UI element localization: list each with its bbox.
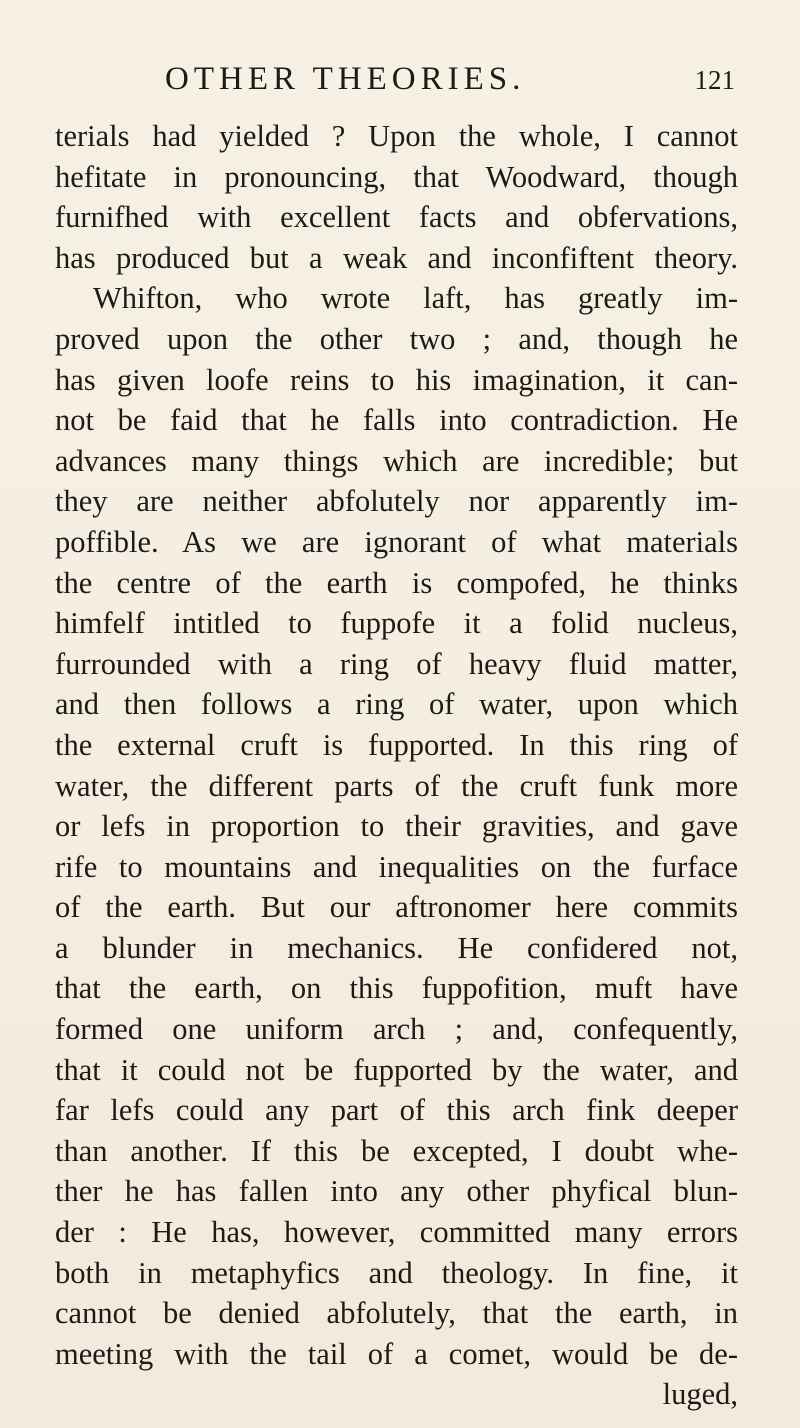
text-line: a blunder in mechanics. He confidered not, bbox=[55, 930, 738, 965]
text-line: has produced but a weak and inconfiftent theory. bbox=[55, 240, 738, 275]
running-head: OTHER THEORIES. bbox=[165, 61, 526, 97]
body-text bbox=[55, 116, 738, 1415]
text-line: proved upon the other two ; and, though he bbox=[55, 321, 738, 356]
text-line: formed one uniform arch ; and, confequently, bbox=[55, 1012, 738, 1047]
text-line: furrounded with a ring of heavy fluid matter, bbox=[55, 646, 738, 681]
text-line: water, the different parts of the cruft funk more bbox=[55, 768, 738, 803]
text-line: advances many things which are incredible; but bbox=[55, 443, 738, 478]
page-header bbox=[165, 58, 735, 100]
text-line: the external cruft is fupported. In this ring of bbox=[55, 727, 738, 762]
text-line: they are neither abfolutely nor apparently im- bbox=[55, 484, 738, 519]
text-line: that the earth, on this fuppofition, muft have bbox=[55, 971, 738, 1006]
text-line: rife to mountains and inequalities on the furface bbox=[55, 849, 738, 884]
text-line: not be faid that he falls into contradiction. He bbox=[55, 403, 738, 438]
text-line: terials had yielded ? Upon the whole, I cannot bbox=[55, 119, 738, 153]
text-line: of the earth. But our aftronomer here commits bbox=[55, 890, 738, 925]
text-line: Whifton, who wrote laft, has greatly im- bbox=[93, 281, 738, 316]
text-line: the centre of the earth is compofed, he thinks bbox=[55, 565, 738, 600]
text-line: cannot be denied abfolutely, that the earth, in bbox=[55, 1296, 738, 1331]
text-line: far lefs could any part of this arch fink deeper bbox=[55, 1093, 738, 1128]
text-line: himfelf intitled to fuppofe it a folid nucleus, bbox=[55, 606, 738, 641]
text-line: that it could not be fupported by the water, and bbox=[55, 1052, 738, 1087]
text-line: der : He has, however, committed many errors bbox=[55, 1215, 738, 1250]
text-line: poffible. As we are ignorant of what materials bbox=[55, 524, 738, 559]
text-line: furnifhed with excellent facts and obfervations, bbox=[55, 200, 738, 235]
text-line: hefitate in pronouncing, that Woodward, though bbox=[55, 159, 738, 194]
catchword: luged, bbox=[662, 1377, 738, 1412]
text-line: has given loofe reins to his imagination, it can- bbox=[55, 362, 738, 397]
text-line: meeting with the tail of a comet, would be de- bbox=[55, 1336, 738, 1371]
text-line: both in metaphyfics and theology. In fine, it bbox=[55, 1255, 738, 1290]
page-number: 121 bbox=[694, 65, 735, 95]
text-line: or lefs in proportion to their gravities, and gave bbox=[55, 809, 738, 844]
text-line: than another. If this be excepted, I doubt whe- bbox=[55, 1133, 738, 1168]
text-line: ther he has fallen into any other phyfical blun- bbox=[55, 1174, 738, 1209]
text-line: and then follows a ring of water, upon which bbox=[55, 687, 738, 722]
